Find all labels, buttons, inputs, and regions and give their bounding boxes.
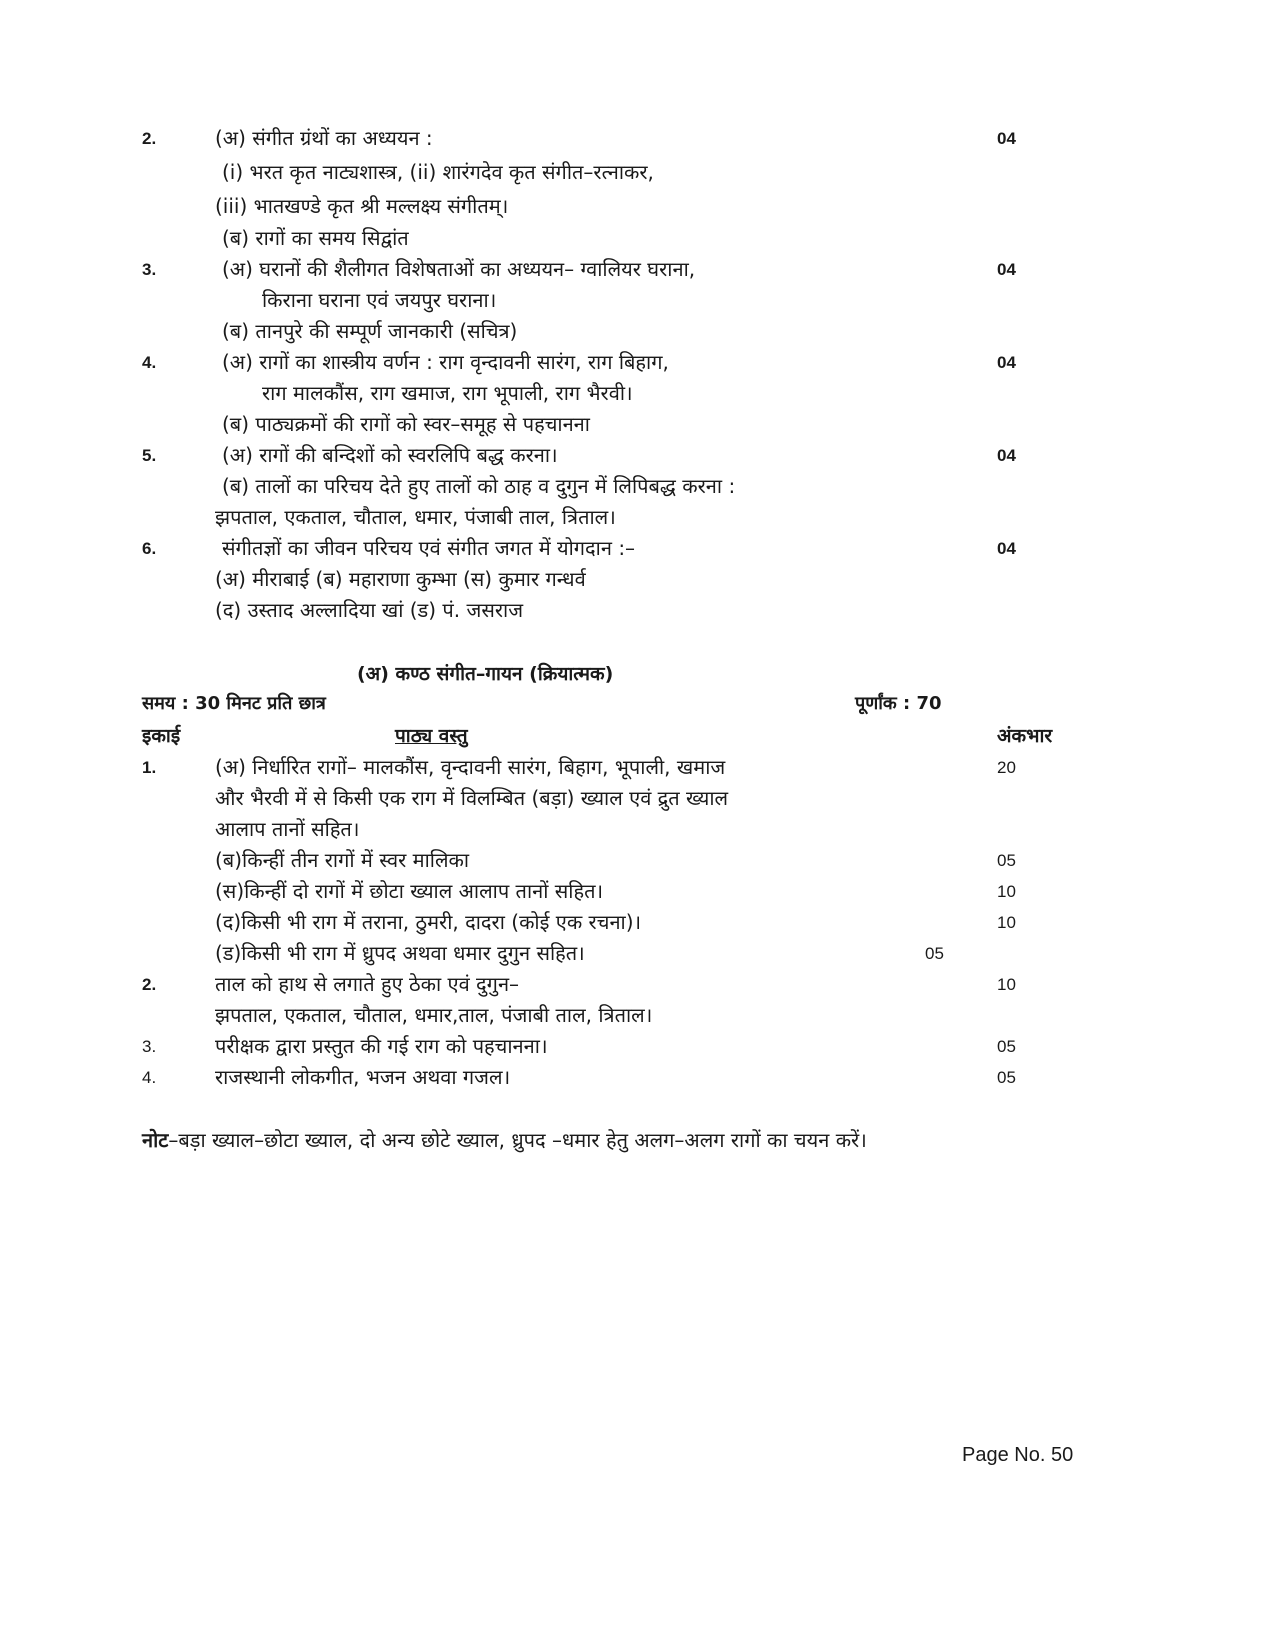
unit-marks: 04 xyxy=(997,260,1016,279)
unit-line: (ब) पाठ्यक्रमों की रागों को स्वर–समूह से पहचानना xyxy=(222,412,590,436)
unit-line: (अ) घरानों की शैलीगत विशेषताओं का अध्ययन– ग्वालियर घराना, xyxy=(222,257,696,281)
unit-line: राग मालकौंस, राग खमाज, राग भूपाली, राग भैरवी। xyxy=(262,381,633,405)
item-marks: 10 xyxy=(997,882,1016,901)
note xyxy=(142,1126,867,1154)
unit-line: (अ) मीराबाई (ब) महाराणा कुम्भा (स) कुमार गन्धर्व xyxy=(215,567,586,591)
section-title: (अ) कण्ठ संगीत–गायन (क्रियात्मक) xyxy=(357,663,614,685)
unit-line: (अ) रागों की बन्दिशों को स्वरलिपि बद्ध करना। xyxy=(222,443,558,467)
unit-line: (अ) निर्धारित रागों– मालकौंस, वृन्दावनी सारंग, बिहाग, भूपाली, खमाज xyxy=(215,755,726,779)
unit-number: 3. xyxy=(142,1037,157,1056)
unit-line: ताल को हाथ से लगाते हुए ठेका एवं दुगुन– xyxy=(215,972,520,996)
sub-item: (द)किसी भी राग में तराना, ठुमरी, दादरा (कोई एक रचना)। xyxy=(215,910,642,934)
page-number: Page No. 50 xyxy=(962,1444,1074,1466)
unit-line: झपताल, एकताल, चौताल, धमार, पंजाबी ताल, त्रिताल। xyxy=(215,505,616,529)
unit-number: 6. xyxy=(142,539,157,558)
item-marks: 05 xyxy=(997,851,1016,870)
full-marks-label: पूर्णांक : 70 xyxy=(855,693,942,714)
unit-line: संगीतज्ञों का जीवन परिचय एवं संगीत जगत में योगदान :– xyxy=(222,536,636,560)
unit-marks: 04 xyxy=(997,353,1016,372)
unit-line: और भैरवी में से किसी एक राग में विलम्बित (बड़ा) ख्याल एवं द्रुत ख्याल xyxy=(215,786,729,810)
column-header-content: पाठ्य वस्तु xyxy=(395,725,468,747)
unit-marks: 05 xyxy=(997,1068,1016,1087)
item-marks: 20 xyxy=(997,758,1016,777)
unit-line: (ब) तालों का परिचय देते हुए तालों को ठाह व दुगुन में लिपिबद्ध करना : xyxy=(222,474,736,498)
unit-line: राजस्थानी लोकगीत, भजन अथवा गजल। xyxy=(215,1065,511,1089)
note-text: –बड़ा ख्याल–छोटा ख्याल, दो अन्य छोटे ख्याल, ध्रुपद –धमार हेतु अलग–अलग रागों का चयन करें। xyxy=(168,1128,867,1152)
unit-line: (i) भरत कृत नाट्यशास्त्र, (ii) शारंगदेव कृत संगीत–रत्नाकर, xyxy=(222,160,654,184)
unit-number: 3. xyxy=(142,260,157,279)
unit-number: 2. xyxy=(142,129,157,148)
unit-line: (द) उस्ताद अल्लादिया खां (ड) पं. जसराज xyxy=(215,598,524,622)
unit-number: 5. xyxy=(142,446,157,465)
unit-line: झपताल, एकताल, चौताल, धमार,ताल, पंजाबी ताल, त्रिताल। xyxy=(215,1003,653,1027)
sub-item: (स)किन्हीं दो रागों में छोटा ख्याल आलाप तानों सहित। xyxy=(215,879,604,903)
unit-marks: 10 xyxy=(997,975,1016,994)
unit-marks: 05 xyxy=(997,1037,1016,1056)
sub-item: (ड)किसी भी राग में ध्रुपद अथवा धमार दुगुन सहित। xyxy=(215,941,585,965)
unit-line: (ब) रागों का समय सिद्वांत xyxy=(222,226,409,250)
note-label: नोट xyxy=(142,1128,169,1152)
unit-number: 4. xyxy=(142,353,157,372)
item-marks: 10 xyxy=(997,913,1016,932)
unit-line: आलाप तानों सहित। xyxy=(215,817,360,841)
unit-line: (अ) रागों का शास्त्रीय वर्णन : राग वृन्दावनी सारंग, राग बिहाग, xyxy=(222,350,669,374)
unit-number: 2. xyxy=(142,975,157,994)
unit-marks: 04 xyxy=(997,129,1016,148)
unit-line: (अ) संगीत ग्रंथों का अध्ययन : xyxy=(215,126,433,150)
unit-number: 4. xyxy=(142,1068,157,1087)
unit-line: परीक्षक द्वारा प्रस्तुत की गई राग को पहचानना। xyxy=(215,1034,548,1058)
sub-item: (ब)किन्हीं तीन रागों में स्वर मालिका xyxy=(215,848,470,872)
unit-marks: 04 xyxy=(997,539,1016,558)
column-header-unit: इकाई xyxy=(142,725,181,747)
item-marks: 05 xyxy=(925,944,944,963)
unit-marks: 04 xyxy=(997,446,1016,465)
unit-line: किराना घराना एवं जयपुर घराना। xyxy=(262,288,497,312)
column-header-marks: अंकभार xyxy=(997,725,1053,747)
unit-line: (iii) भातखण्डे कृत श्री मल्लक्ष्य संगीतम्। xyxy=(215,194,509,218)
unit-number: 1. xyxy=(142,758,157,777)
time-label: समय : 30 मिनट प्रति छात्र xyxy=(142,693,326,714)
unit-line: (ब) तानपुरे की सम्पूर्ण जानकारी (सचित्र) xyxy=(222,319,518,343)
